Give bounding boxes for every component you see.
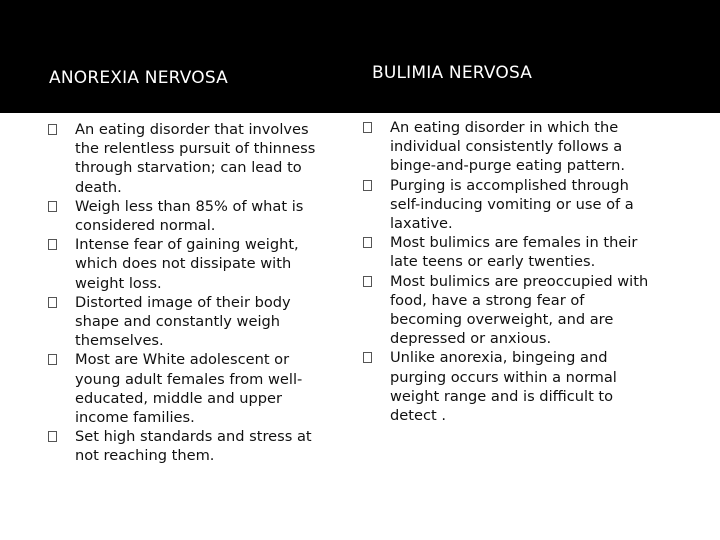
list-item-text: Set high standards and stress at not reaching them. (75, 428, 312, 465)
bullet-box-icon (363, 352, 372, 363)
list-item-text: Weigh less than 85% of what is considered normal. (75, 197, 304, 235)
list-item (45, 235, 335, 293)
list-item-text: Most bulimics are females in their late teens or early twenties. (390, 234, 638, 271)
bullet-box-icon (363, 237, 372, 248)
bullet-box-icon (363, 122, 372, 133)
anorexia-title: ANOREXIA NERVOSA (49, 68, 228, 88)
anorexia-list (45, 120, 335, 466)
list-item-text: Most bulimics are preoccupied with food, have a strong fear of becoming overweight, and are depressed or anxious. (390, 272, 649, 348)
bullet-box-icon (363, 276, 372, 287)
list-item (45, 120, 335, 197)
list-item (360, 348, 660, 425)
list-item-text: Intense fear of gaining weight, which does not dissipate with weight loss. (75, 236, 299, 292)
list-item (45, 350, 335, 427)
list-item-text: An eating disorder that involves the relentless pursuit of thinness through starvation; can lead to death. (75, 121, 316, 196)
bullet-box-icon (48, 297, 57, 308)
header-band (0, 0, 720, 113)
bullet-box-icon (48, 354, 57, 365)
bullet-box-icon (48, 124, 57, 135)
list-item (45, 293, 335, 351)
list-item-text: Purging is accomplished through self-inducing vomiting or use of a laxative. (390, 176, 634, 233)
list-item (45, 197, 335, 235)
list-item-text: Distorted image of their body shape and constantly weigh themselves. (75, 293, 291, 350)
bulimia-list (360, 118, 660, 425)
bullet-box-icon (363, 180, 372, 191)
list-item (360, 233, 660, 271)
bullet-box-icon (48, 431, 57, 442)
list-item-text: Unlike anorexia, bingeing and purging occurs within a normal weight range and is difficult to detect . (390, 349, 617, 425)
bullet-box-icon (48, 201, 57, 212)
list-item (45, 427, 335, 465)
list-item (360, 272, 660, 349)
list-item (360, 118, 660, 176)
list-item (360, 176, 660, 234)
bullet-box-icon (48, 239, 57, 250)
list-item-text: Most are White adolescent or young adult females from well-educated, middle and upper income families. (75, 351, 303, 427)
list-item-text: An eating disorder in which the individual consistently follows a binge-and-purge eating pattern. (390, 119, 626, 175)
bulimia-title: BULIMIA NERVOSA (372, 63, 533, 83)
